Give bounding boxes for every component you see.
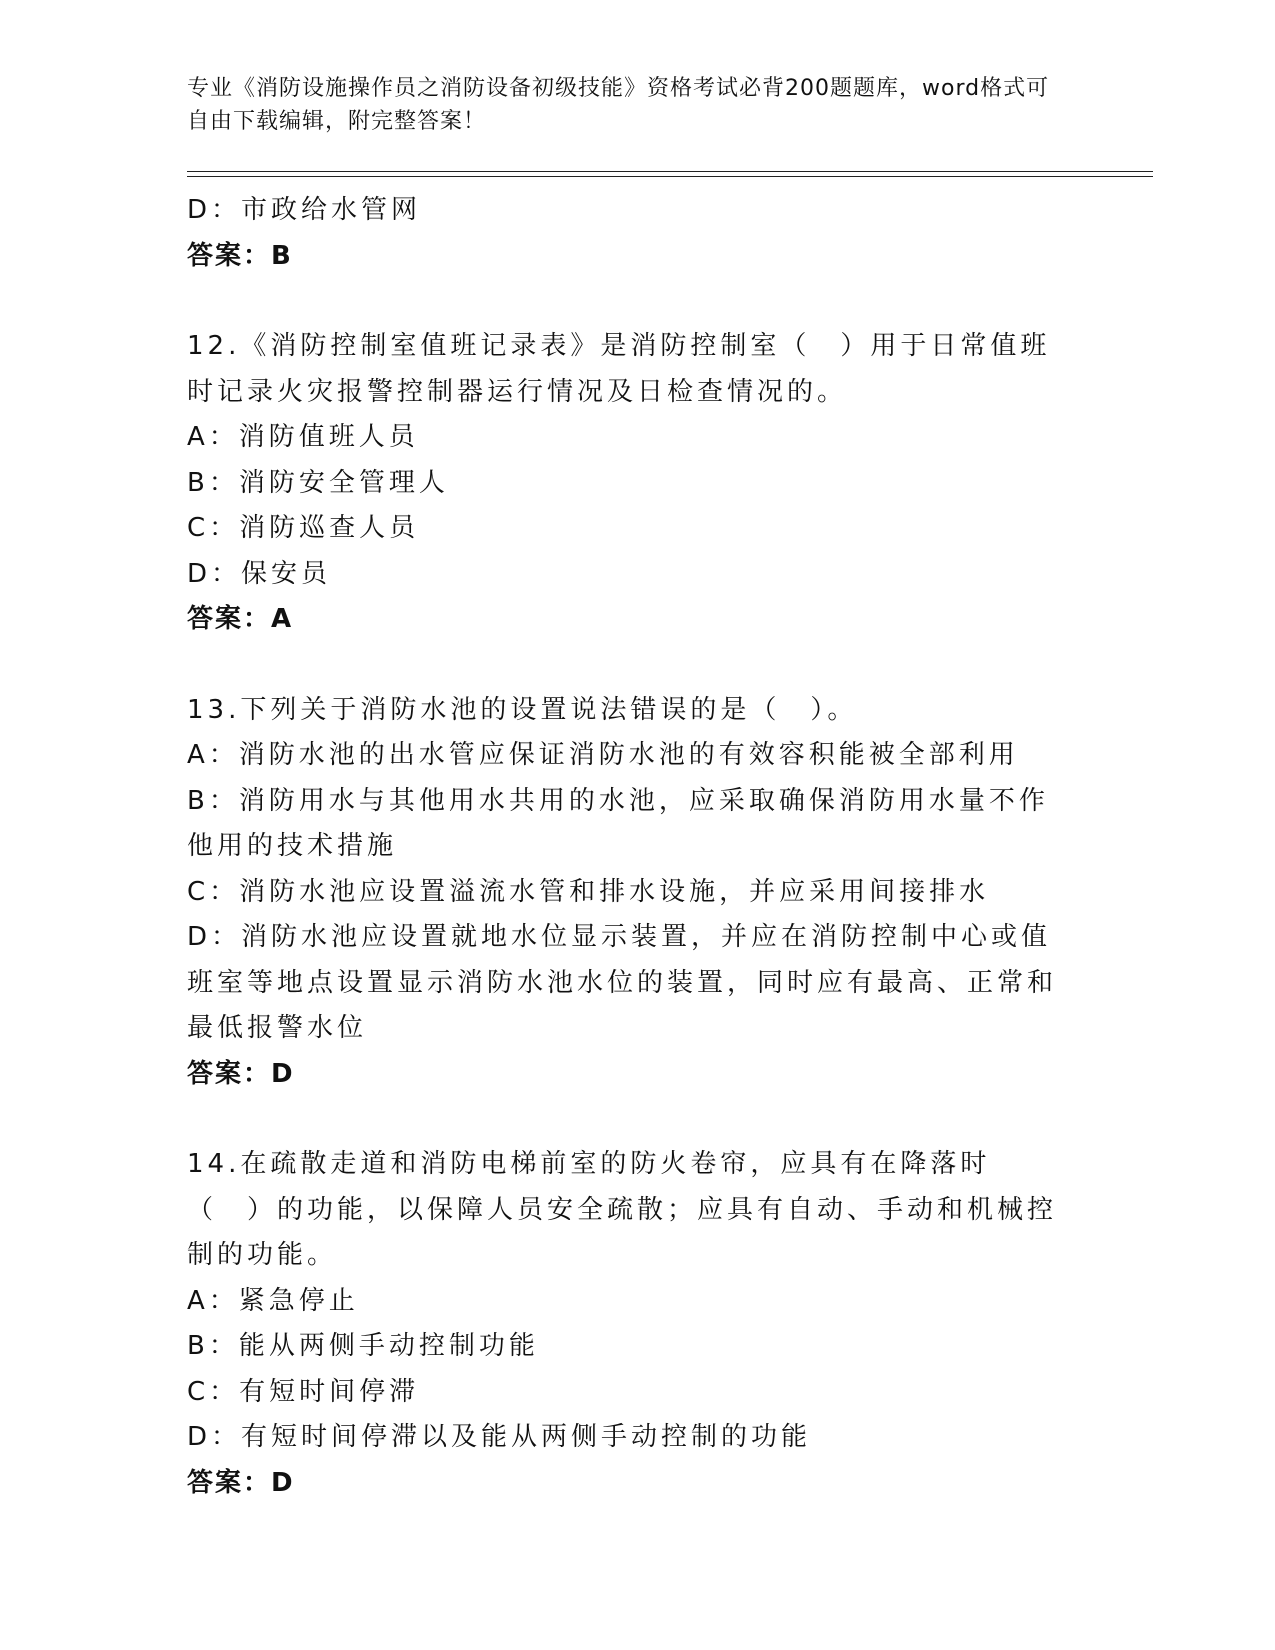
question-stem: 12.《消防控制室值班记录表》是消防控制室（ ）用于日常值班时记录火灾报警控制器运行情况及日检查情况的。 [187,331,1051,407]
answer: 答案：D [187,1467,295,1498]
header-rule-top [187,171,1153,172]
option-c: C：消防巡查人员 [187,513,420,543]
option-d: D：有短时间停滞以及能从两侧手动控制的功能 [187,1422,812,1452]
document-header: 专业《消防设施操作员之消防设备初级技能》资格考试必背200题题库，word格式可自由下载编辑，附完整答案！ [187,76,1050,134]
option-b: B：能从两侧手动控制功能 [187,1331,539,1361]
question-14 [187,1142,1067,1506]
answer: 答案：A [187,604,294,634]
option-d: D：消防水池应设置就地水位显示装置，并应在消防控制中心或值班室等地点设置显示消防水池水位的装置，同时应有最高、正常和最低报警水位 [187,922,1058,1043]
question-stem: 14.在疏散走道和消防电梯前室的防火卷帘，应具有在降落时（ ）的功能，以保障人员安全疏散；应具有自动、手动和机械控制的功能。 [187,1149,1058,1270]
question-12 [187,324,1067,643]
answer: 答案：D [187,1058,295,1089]
prev-option-d: D：市政给水管网 [187,195,422,225]
option-c: C：有短时间停滞 [187,1376,420,1407]
question-13 [187,688,1067,1098]
question-stem: 13.下列关于消防水池的设置说法错误的是（ ）。 [187,694,858,725]
option-a: A：紧急停止 [187,1285,359,1316]
option-b: B：消防用水与其他用水共用的水池，应采取确保消防用水量不作他用的技术措施 [187,785,1049,861]
option-d: D：保安员 [187,558,332,589]
header-rule-bottom [187,176,1153,177]
option-c: C：消防水池应设置溢流水管和排水设施，并应采用间接排水 [187,876,990,907]
option-b: B：消防安全管理人 [187,467,449,498]
option-a: A：消防值班人员 [187,422,419,452]
prev-answer: 答案：B [187,240,293,271]
question-content [187,188,1067,1506]
option-a: A：消防水池的出水管应保证消防水池的有效容积能被全部利用 [187,740,1019,770]
